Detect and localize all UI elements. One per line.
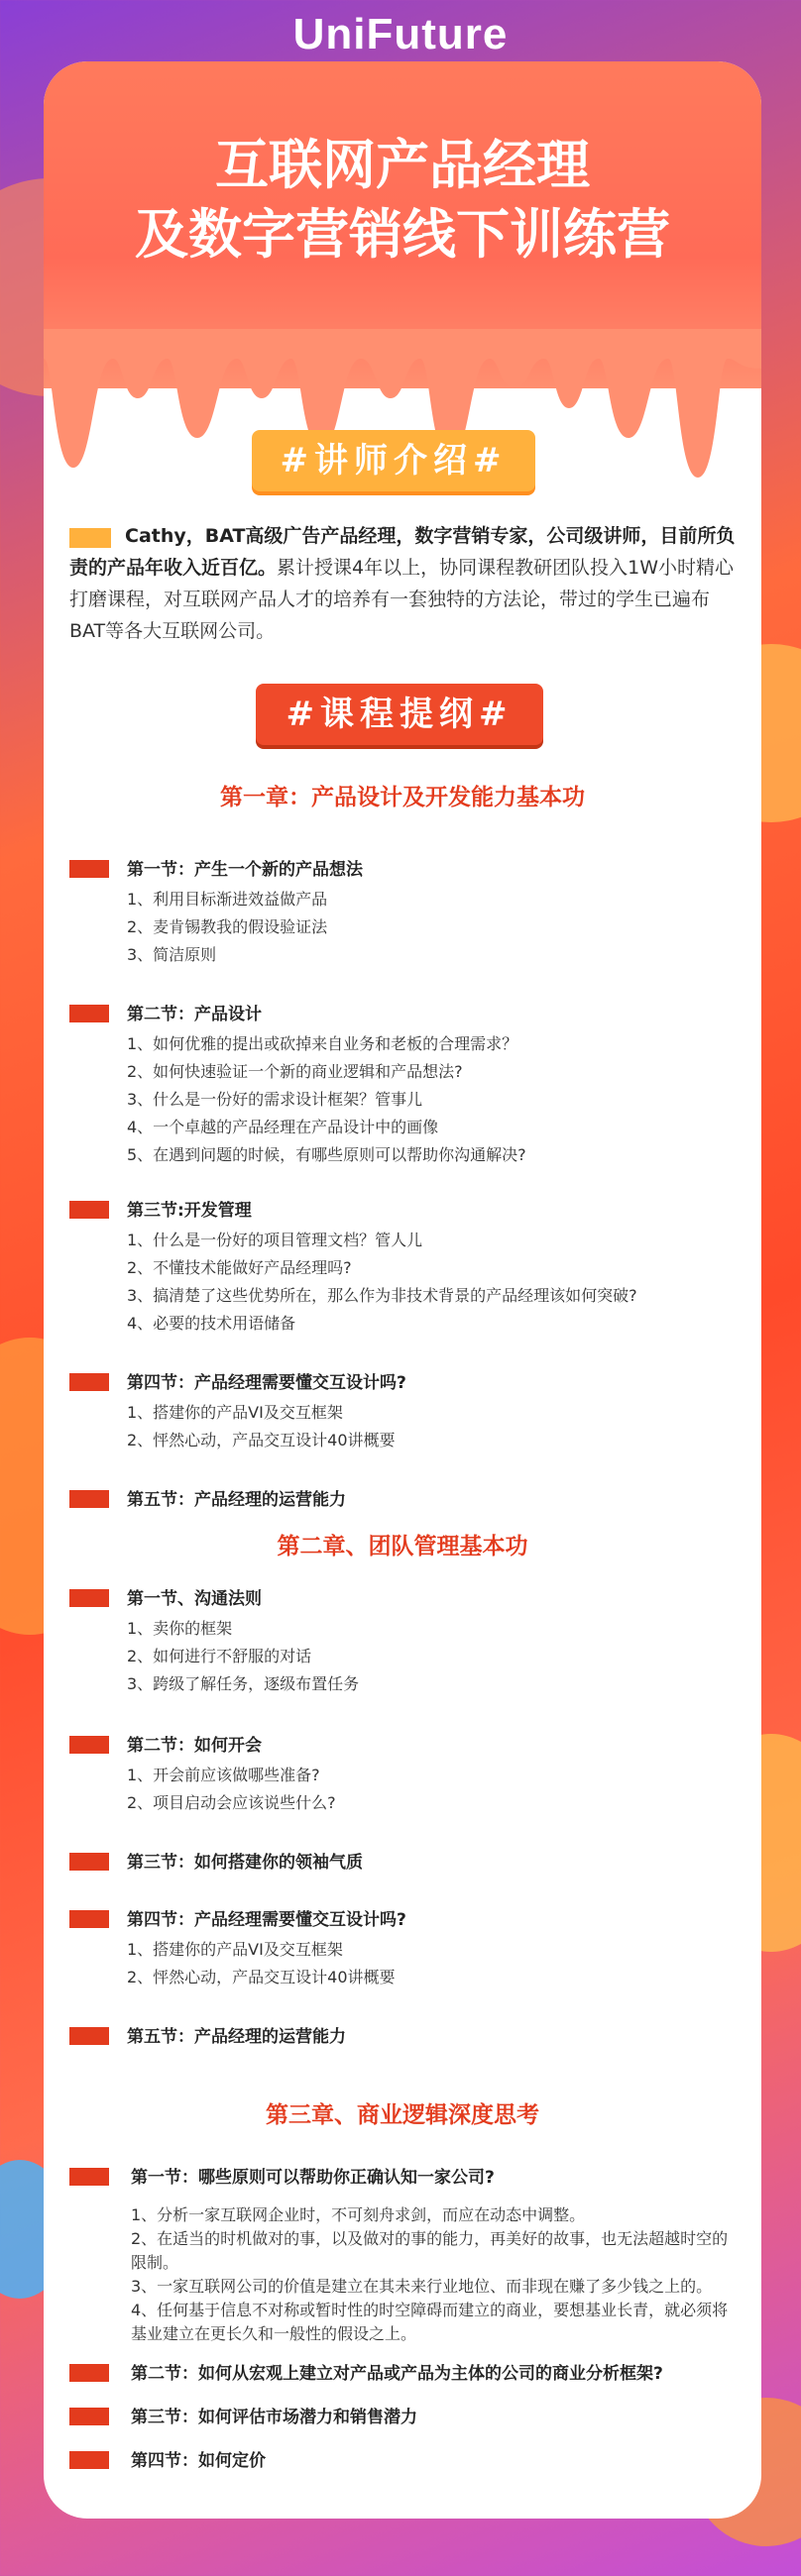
section bbox=[69, 1003, 744, 1169]
list-item: 5、在遇到问题的时候，有哪些原则可以帮助你沟通解决? bbox=[127, 1145, 526, 1164]
section-marker bbox=[69, 2364, 109, 2382]
list-item: 1、如何优雅的提出或砍掉来自业务和老板的合理需求？ bbox=[127, 1034, 518, 1053]
section-items bbox=[69, 1227, 744, 1338]
teacher-heading: #讲师介绍# bbox=[252, 430, 535, 491]
teacher-intro-rest: 累计授课4年以上，协同课程教研团队投入1W小时精心打磨课程，对互联网产品人才的培养有一套独特的方法论，带过的学生已遍布BAT等各大互联网公司。 bbox=[69, 557, 734, 642]
section-title: 第五节：产品经理的运营能力 bbox=[127, 1490, 346, 1510]
list-item: 3、简洁原则 bbox=[127, 945, 217, 964]
section-marker bbox=[69, 2408, 109, 2425]
section-title: 第一节、沟通法则 bbox=[127, 1589, 262, 1609]
section-title: 第二节：产品设计 bbox=[127, 1005, 262, 1024]
section bbox=[69, 1851, 744, 1875]
list-item: 1、卖你的框架 bbox=[127, 1619, 233, 1638]
section bbox=[69, 1371, 744, 1454]
section-title: 第二节：如何从宏观上建立对产品或产品为主体的公司的商业分析框架? bbox=[131, 2364, 663, 2384]
list-item: 1、分析一家互联网企业时，不可刻舟求剑，而应在动态中调整。 bbox=[131, 2205, 586, 2224]
teacher-intro-text bbox=[69, 520, 744, 647]
section-marker bbox=[69, 1201, 109, 1219]
list-item: 4、必要的技术用语储备 bbox=[127, 1314, 296, 1333]
outline-heading: #课程提纲# bbox=[256, 684, 543, 745]
section-title: 第三节：如何评估市场潜力和销售潜力 bbox=[131, 2408, 417, 2427]
section-marker bbox=[69, 1736, 109, 1754]
section-marker bbox=[69, 2451, 109, 2469]
chapter-title: 第三章、商业逻辑深度思考 bbox=[266, 2102, 539, 2128]
section-title: 第二节：如何开会 bbox=[127, 1736, 262, 1756]
list-item: 1、什么是一份好的项目管理文档？管人儿 bbox=[127, 1231, 423, 1249]
list-item: 2、不懂技术能做好产品经理吗? bbox=[127, 1258, 352, 1277]
section-marker bbox=[69, 1853, 109, 1871]
section-title: 第三节:开发管理 bbox=[127, 1201, 252, 1221]
section-marker bbox=[69, 860, 109, 878]
list-item: 2、如何快速验证一个新的商业逻辑和产品想法? bbox=[127, 1062, 463, 1081]
list-item: 2、项目启动会应该说些什么? bbox=[127, 1793, 336, 1812]
list-item: 4、一个卓越的产品经理在产品设计中的画像 bbox=[127, 1118, 439, 1136]
list-item: 2、在适当的时机做对的事，以及做对的事的能力，再美好的故事，也无法超越时空的限制。 bbox=[131, 2229, 729, 2272]
section bbox=[69, 2406, 744, 2429]
list-item: 1、利用目标渐进效益做产品 bbox=[127, 890, 328, 909]
page-title-line2: 及数字营销线下训练营 bbox=[135, 203, 670, 266]
section-items bbox=[69, 1615, 744, 1698]
list-item: 1、搭建你的产品VI及交互框架 bbox=[127, 1403, 343, 1422]
section-marker bbox=[69, 2168, 109, 2186]
section bbox=[69, 1734, 744, 1817]
section-items bbox=[69, 886, 744, 969]
content-card bbox=[44, 61, 761, 2519]
section bbox=[69, 858, 744, 969]
section-title: 第四节：产品经理需要懂交互设计吗? bbox=[127, 1910, 406, 1930]
section-marker bbox=[69, 1589, 109, 1607]
section-marker bbox=[69, 1490, 109, 1508]
section bbox=[69, 2449, 744, 2473]
list-item: 3、什么是一份好的需求设计框架？管事儿 bbox=[127, 1090, 423, 1109]
list-item: 2、如何进行不舒服的对话 bbox=[127, 1647, 312, 1665]
chapter-title: 第一章：产品设计及开发能力基本功 bbox=[220, 785, 585, 810]
section-marker bbox=[69, 1005, 109, 1022]
intro-marker bbox=[69, 528, 111, 548]
section bbox=[69, 1587, 744, 1698]
section-title: 第一节：哪些原则可以帮助你正确认知一家公司? bbox=[131, 2168, 495, 2188]
list-item: 2、怦然心动，产品交互设计40讲概要 bbox=[127, 1968, 396, 1986]
section-title: 第四节：产品经理需要懂交互设计吗? bbox=[127, 1373, 406, 1393]
list-item: 3、跨级了解任务，逐级布置任务 bbox=[127, 1674, 360, 1693]
section-items bbox=[69, 2203, 744, 2346]
section bbox=[69, 2025, 744, 2049]
teacher-intro bbox=[69, 520, 744, 647]
page-title bbox=[44, 131, 761, 269]
page-title-line1: 互联网产品经理 bbox=[215, 134, 590, 196]
section-items bbox=[69, 1030, 744, 1169]
drip-decoration bbox=[44, 329, 761, 527]
brand-logo: UniFuture bbox=[292, 10, 509, 58]
list-item: 4、任何基于信息不对称或暂时性的时空障碍而建立的商业，要想基业长青，就必须将基业建立在更长久和一般性的假设之上。 bbox=[131, 2301, 729, 2343]
section-marker bbox=[69, 1910, 109, 1928]
section-items bbox=[69, 1936, 744, 1991]
section-title: 第三节：如何搭建你的领袖气质 bbox=[127, 1853, 363, 1873]
list-item: 1、搭建你的产品VI及交互框架 bbox=[127, 1940, 343, 1959]
section-marker bbox=[69, 1373, 109, 1391]
chapter-title: 第二章、团队管理基本功 bbox=[277, 1534, 528, 1559]
section bbox=[69, 2166, 744, 2346]
list-item: 2、怦然心动，产品交互设计40讲概要 bbox=[127, 1431, 396, 1449]
section-items bbox=[69, 1399, 744, 1454]
section bbox=[69, 2362, 744, 2386]
list-item: 2、麦肯锡教我的假设验证法 bbox=[127, 917, 328, 936]
list-item: 1、开会前应该做哪些准备? bbox=[127, 1766, 320, 1784]
section-title: 第四节：如何定价 bbox=[131, 2451, 266, 2471]
section-title: 第五节：产品经理的运营能力 bbox=[127, 2027, 346, 2047]
section bbox=[69, 1908, 744, 1991]
section bbox=[69, 1199, 744, 1338]
section-title: 第一节：产生一个新的产品想法 bbox=[127, 860, 363, 880]
list-item: 3、搞清楚了这些优势所在，那么作为非技术背景的产品经理该如何突破? bbox=[127, 1286, 637, 1305]
section bbox=[69, 1488, 744, 1512]
section-items bbox=[69, 1762, 744, 1817]
list-item: 3、一家互联网公司的价值是建立在其未来行业地位、而非现在赚了多少钱之上的。 bbox=[131, 2277, 713, 2296]
section-marker bbox=[69, 2027, 109, 2045]
teacher-intro-bold: Cathy，BAT高级广告产品经理，数字营销专家，公司级讲师，目前所负责的产品年收入近百亿。 bbox=[69, 525, 736, 579]
